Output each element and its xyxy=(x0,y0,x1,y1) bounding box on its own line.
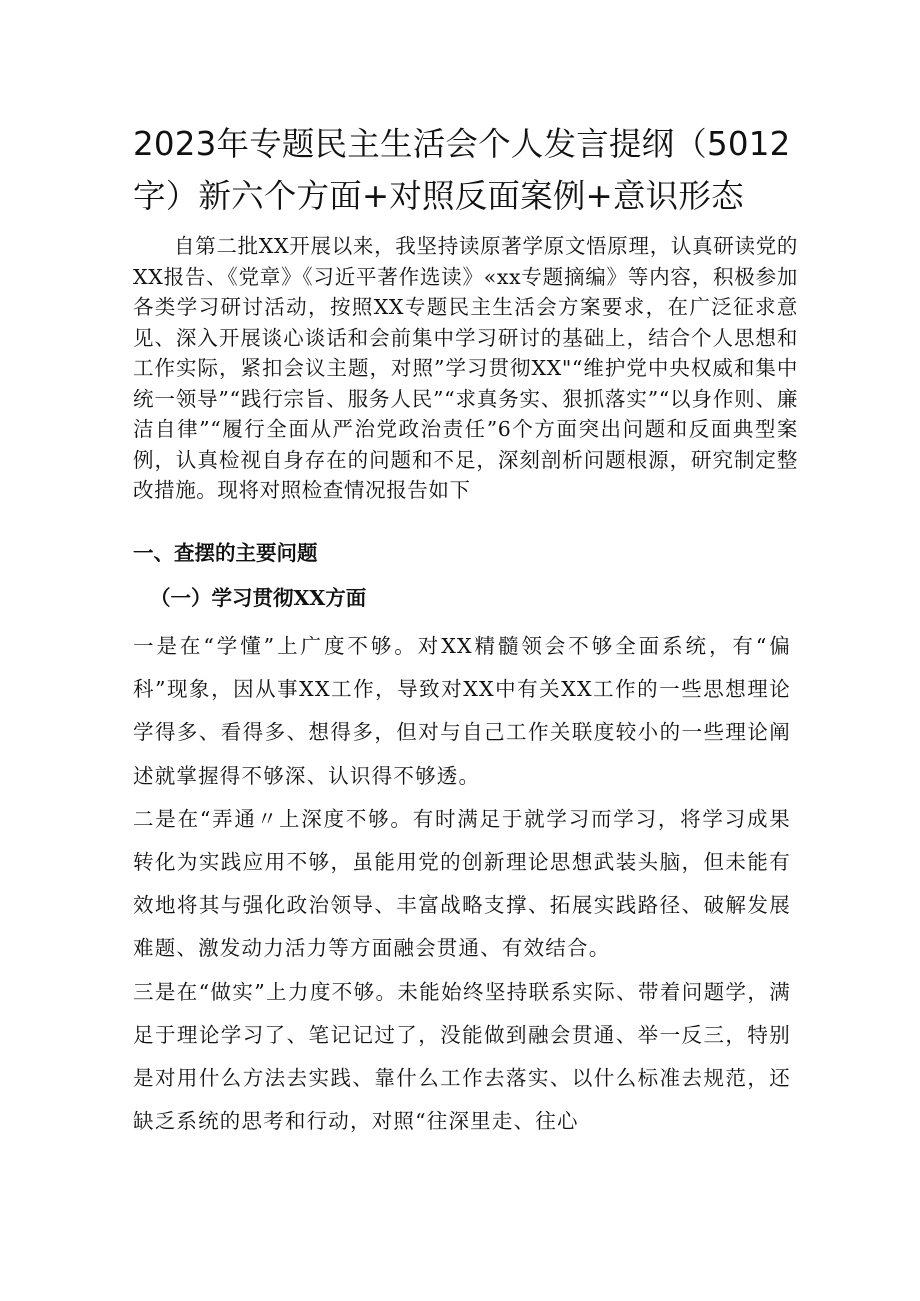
paragraph-2: 二是在“弄通〃上深度不够。有时满足于就学习而学习，将学习成果转化为实践应用不够，虽能用党的创新理论思想武装头脑，但未能有效地将其与强化政治领导、丰富战略支撑、拓展实践路径、破解发展难题、激发动力活力等方面融会贯通、有效结合。 xyxy=(133,806,791,961)
document-title: 2023年专题民主生活会个人发言提纲（5012字）新六个方面+对照反面案例+意识形态 xyxy=(133,125,791,215)
section-heading: 一、查摆的主要问题 xyxy=(133,541,318,565)
paragraph-3: 三是在“做实”上力度不够。未能始终坚持联系实际、带着问题学，满足于理论学习了、笔记记过了，没能做到融会贯通、举一反三，特别是对用什么方法去实践、靠什么工作去落实、以什么标准去规范，还缺乏系统的思考和行动，对照“往深里走、往心 xyxy=(133,979,791,1134)
paragraph-1: 一是在“学懂”上广度不够。对XX精髓领会不够全面系统，有“偏科”现象，因从事XX工作，导致对XX中有关XX工作的一些思想理论学得多、看得多、想得多，但对与自己工作关联度较小的一些理论阐述就掌握得不够深、认识得不够透。 xyxy=(133,634,791,788)
intro-paragraph: 自第二批XX开展以来，我坚持读原著学原文悟原理，认真研读党的XX报告、《党章》《习近平著作选读》«xx专题摘编》等内容，积极参加各类学习研讨活动，按照XX专题民主生活会方案要求，在广泛征求意见、深入开展谈心谈话和会前集中学习研讨的基础上，结合个人思想和工作实际，紧扣会议主题，对照”学习贯彻XX"“维护党中央权威和集中统一领导”“践行宗旨、服务人民”“求真务实、狠抓落实”“以身作则、廉洁自律”“履行全面从严治党政治责任”6个方面突出问题和反面典型案例，认真检视自身存在的问题和不足，深刻剖析问题根源，研究制定整改措施。现将对照检查情况报告如下 xyxy=(133,234,798,502)
subsection-heading: （一）学习贯彻XX方面 xyxy=(150,586,367,610)
body-text xyxy=(133,625,791,1143)
